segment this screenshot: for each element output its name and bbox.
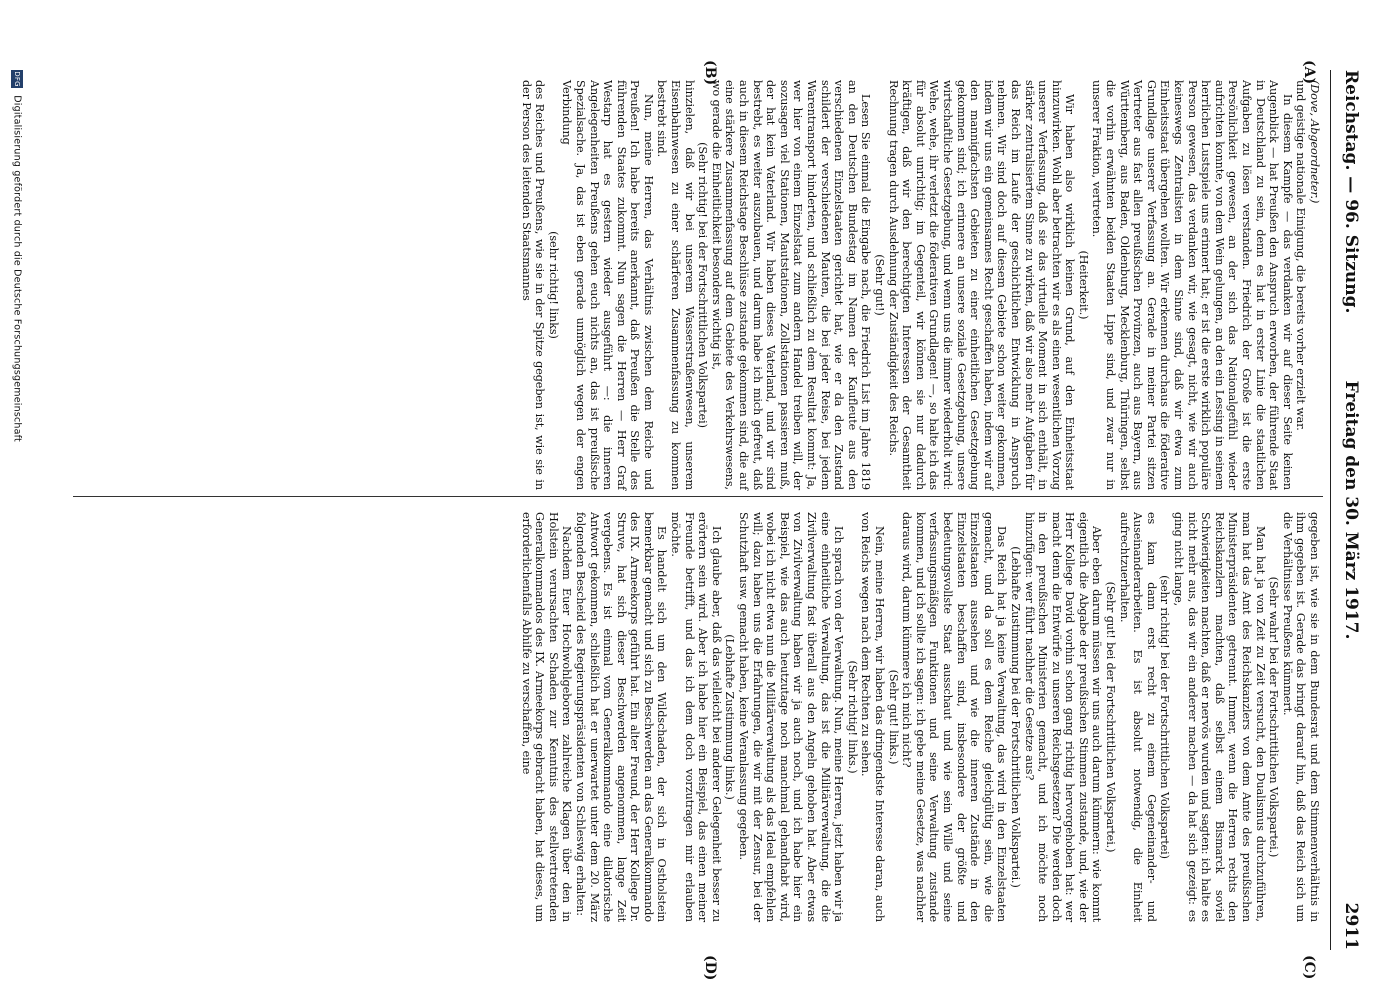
interjection: (Sehr richtig! links.)	[845, 660, 859, 774]
footer	[3, 70, 23, 950]
right-column	[519, 512, 1321, 922]
interjection: (Sehr gut!)	[873, 254, 886, 316]
paragraph: Ich glaube aber, daß das vielleicht bei anderer Gelegenheit besser zu erörtern sein wird. Aber ich habe hier ein Beispiel, das einen meiner Freunde betrifft, und das ich dem doch vorzutragen mir erlauben möchte.	[669, 512, 723, 922]
paragraph: Aber eben darum müssen wir uns auch darum kümmern: wie kommt eigentlich die Abgabe der preußischen Stimmen zustande, und, wie der Herr Kollege David vorhin schon gang richtig hervorgehoben hat: wer macht denn die Entwürfe zu unseren Reichsgesetzen? Die werden doch in den preußischen Ministerien gemacht, und ich möchte noch hinzufügen: wer führt nachher die Gesetze aus?	[1022, 512, 1104, 922]
dfg-logo: DFG	[13, 71, 21, 87]
paragraph: In diesem Kampfe — das verdanken wir auf dieser Seite keinen Augenblick — hat Preußen den Anspruch erworben, der führende Staat in Deutschland zu sein, denn es hat in erster Linie die staatlichen Aufgaben zu lösen verstanden. Friedrich der Große ist die erste Persönlichkeit gewesen, an der sich das Nationalgefühl wieder aufrichten konnte, von dem Wein gelungen, an den ein Lessing in seinem herrlichen Lustspiele uns erinnert hat; er ist die erste wirklich populäre Person gewesen, das verdanken wir, wie gesagt, nicht, wie wir auch keineswegs Zentralisten in dem Sinne sind, daß wir etwa zum Einheitsstaat übergehen wollten. Wir erkennen durchaus die föderative Grundlage unserer Verfassung an. Gerade in meiner Partei sitzen Vertreter aus fast allen preußischen Provinzen, auch aus Bayern, aus Württemberg, aus Baden, Oldenburg, Mecklenburg, Thüringen, selbst die vorhin erwähnten beiden Staaten Lippe sind, und zwar nur in unserer Fraktion, vertreten.	[1090, 80, 1294, 490]
paragraph: Das Reich hat ja keine Verwaltung, das wird in den Einzelstaaten gemacht, und da soll es dem Reiche gleichgültig sein, wie die Einzelstaaten aussehen und wie die inneren Zustände in den Einzelstaaten beschaffen sind, insbesondere der größte und bedeutungsvollste Staat ausschaut und wie sein Wille und seine verfassungsmäßigen Funktionen und seine Verwaltung zustande kommen, und ich sollte ich sagen: ich gebe meine Gesetze, was nachher daraus wird, darum kümmere ich mich nicht?	[900, 512, 1009, 922]
header-title: Reichstag. — 96. Sitzung.	[1341, 70, 1361, 314]
paragraph: Nein, meine Herren, wir haben das dringendste Interesse daran, auch von Reichs wegen nach dem Rechten zu sehen.	[859, 512, 886, 922]
paragraph: Lesen Sie einmal die Eingabe nach, die Friedrich List im Jahre 1819 an den Deutschen Bundestag im Namen der Kaufleute aus den verschiedenen Einzelstaaten gerichtet hat, wie er da den Zustand schildert der verschiedenen Mauten, die bei jeder Reise, bei jedem Warentransport hinderten, und schließlich zu dem Resultat kommt: Ja, wer hier von einem Einzelstaat zum andern Handel treiben will, der sozusagen viel Stationen, Mautstationen, Zollstationen passieren muß, der hat kein Vaterland. Wir haben dieses Vaterland, und wir sind bestrebt, es weiter auszubauen, und darum habe ich mich gefreut, daß auch in diesem Reichstage Beschlüsse zustande gekommen sind, die auf eine stärkere Zusammenfassung auf dem Gebiete des Verkehrswesens, wo gerade die Einheitlichkeit besonders wichtig ist,	[709, 80, 873, 490]
footer-text: Digitalisierung gefördert durch die Deutsche Forschungsgemeinschaft	[11, 95, 23, 442]
interjection: (Sehr gut! links.)	[886, 669, 900, 765]
paragraph: und geistige nationale Einigung, die bereits vorher erzielt war.	[1294, 80, 1308, 431]
left-column	[519, 80, 1321, 490]
interjection: (Sehr wahr! bei der Fortschrittlichen Volkspartei.)	[1267, 576, 1281, 858]
margin-marker-c: (C)	[1301, 955, 1317, 980]
paragraph: Wir haben also wirklich keinen Grund, auf den Einheitsstaat hinzuwirken. Wohl aber betrachten wir es als einen wesentlichen Vorzug unserer Verfassung, daß sie das virtuelle Moment in sich enthält, in stärker zentralisiertem Sinne zu wirken, daß wir also mehr Aufgaben für das Reich im Laufe der geschichtlichen Entwicklung in Anspruch nehmen. Wir sind doch auf diesem Gebiete schon weiter gekommen, indem wir uns ein gemeinsames Recht geschaffen haben, indem wir auf den mannigfachsten Gebieten zu einer einheitlichen Gesetzgebung gekommen sind; ich erinnere an unsere soziale Gesetzgebung, unsere wirtschaftliche Gesetzgebung, und wenn uns die immer wiederholt wird: Wehe, wehe, ihr verletzt die föderativen Grundlagen! —, so halte ich das für absolut unrichtig; im Gegenteil, wir können sie nur dadurch kräftigen, daß wir den berechtigten Interessen der Gesamtheit Rechnung tragen durch Ausdehnung der Zuständigkeit des Reichs.	[886, 80, 1077, 490]
header-date: Freitag den 30. März 1917.	[1341, 380, 1361, 640]
margin-marker-b: (B)	[702, 60, 718, 86]
paragraph: hinzielen, daß wir bei unserem Wasserstraßenwesen, unserem Eisenbahnwesen zu einer schärferen Zusammenfassung zu kommen bestrebt sind.	[655, 80, 696, 490]
header-rule	[1330, 70, 1331, 950]
paragraph: Man hat ja von Zeit zu Zeit versucht, den Dualismus durchzuführen, man hat das Amt des Reichskanzlers von dem Amte des preußischen Ministerpräsidenten getrennt. Immer, wenn die Herren rechts den Reichskanzlern machten, daß selbst einem Bismarck soviel Schwierigkeiten machten, daß er nervös wurden und sagten: ich halte es nicht mehr aus, das wir ein anderer machen — da hat sich gezeigt: es ging nicht lange,	[1172, 512, 1267, 922]
speaker-name: (Dove, Abgeordneter.)	[1308, 80, 1321, 204]
interjection: (sehr richtig! links)	[546, 231, 560, 339]
paragraph: es kam dann erst recht zu einem Gegeneinander- und Auseinanderarbeiten. Es ist absolut notwendig, die Einheit aufrechtzuerhalten.	[1117, 512, 1158, 922]
interjection: (Lebhafte Zustimmung bei der Fortschrittlichen Volkspartei.)	[1008, 546, 1022, 888]
paragraph: Ich sprach von der Verwaltung. Nun, meine Herren, jetzt haben wir ja eine einheitliche Verwaltung, das ist die Militärverwaltung, die die Zivilverwaltung fast überall aus den Angeln gehoben hat. Aber etwas von Zivilverwaltung haben wir ja auch noch, und ich habe hier ein Beispiel, wie das auch heutzutage noch manchmal gehandhabt wird, wobei ich nicht etwa nun die Militärverwaltung als das Ideal empfehlen will; dazu haben uns die Erfahrungen, die wir mit der Zensur, bei der Schutzhaft usw. gemacht haben, keine Veranlassung gegeben.	[737, 512, 846, 922]
paragraph: Nachdem Euer Hochwohlgeboren zahlreiche Klagen über den in Holstein verursachten Schaden zur Kenntnis des stellvertretenden Generalkommandos des IX. Armeekorps gebracht haben, hat dieses, um erforderlichenfalls Abhilfe zu verschaffen, eine	[519, 512, 574, 922]
interjection: (Sehr richtig! bei der Fortschrittlichen Volkspartei)	[696, 142, 710, 428]
paragraph: des Reiches und Preußens, wie sie in der Spitze gegeben ist, wie sie in der Person des leitenden Staatsmannes	[519, 80, 547, 490]
paragraph: gegeben ist, wie sie in dem Bundesrat und dem Stimmenverhältnis in ihm gegeben ist. Gerade das bringt darauf hin, daß das Reich sich um die Verhältnisse Preußens kümmert.	[1280, 512, 1321, 922]
margin-marker-d: (D)	[702, 955, 718, 981]
paragraph: Nun, meine Herren, das Verhältnis zwischen dem Reiche und Preußen! Ich habe bereits anerkannt, daß Preußen die Stelle des führenden Staates zukommt. Nun sagen die Herren — Herr Graf Westarp hat es gestern wieder ausgeführt —: die inneren Angelegenheiten Preußens gehen euch nichts an, das ist preußische Spezialsache. Ja, das ist eben gerade unmöglich wegen der engen Verbindung	[560, 80, 655, 490]
column-divider	[73, 496, 1323, 497]
interjection: (Heiterkeit.)	[1076, 250, 1090, 320]
margin-marker-a: (A)	[1301, 60, 1317, 85]
page-header	[1335, 70, 1365, 950]
interjection: (sehr richtig! bei der Fortschrittlichen Volkspartei)	[1158, 575, 1172, 859]
interjection: (Sehr gut! bei der Fortschrittlichen Volkspartei.)	[1104, 581, 1118, 853]
page-number: 2911	[1341, 902, 1361, 950]
interjection: (Lebhafte Zustimmung links.)	[723, 634, 737, 800]
paragraph: Es handelt sich um den Wildschaden, der sich in Ostholstein bemerkbar gemacht und sich zu Beschwerden an das Generalkommando des IX. Armeekorps geführt hat. Ein alter Freund, der Herr Kollege Dr. Struve, hat sich dieser Beschwerden angenommen, lange Zeit vergebens. Es ist einmal vom Generalkommando eine dilatorische Antwort gekommen, schließlich hat er unerwartet unter dem 20. März folgenden Bescheid des Regierungspräsidenten von Schleswig erhalten:	[573, 512, 669, 922]
